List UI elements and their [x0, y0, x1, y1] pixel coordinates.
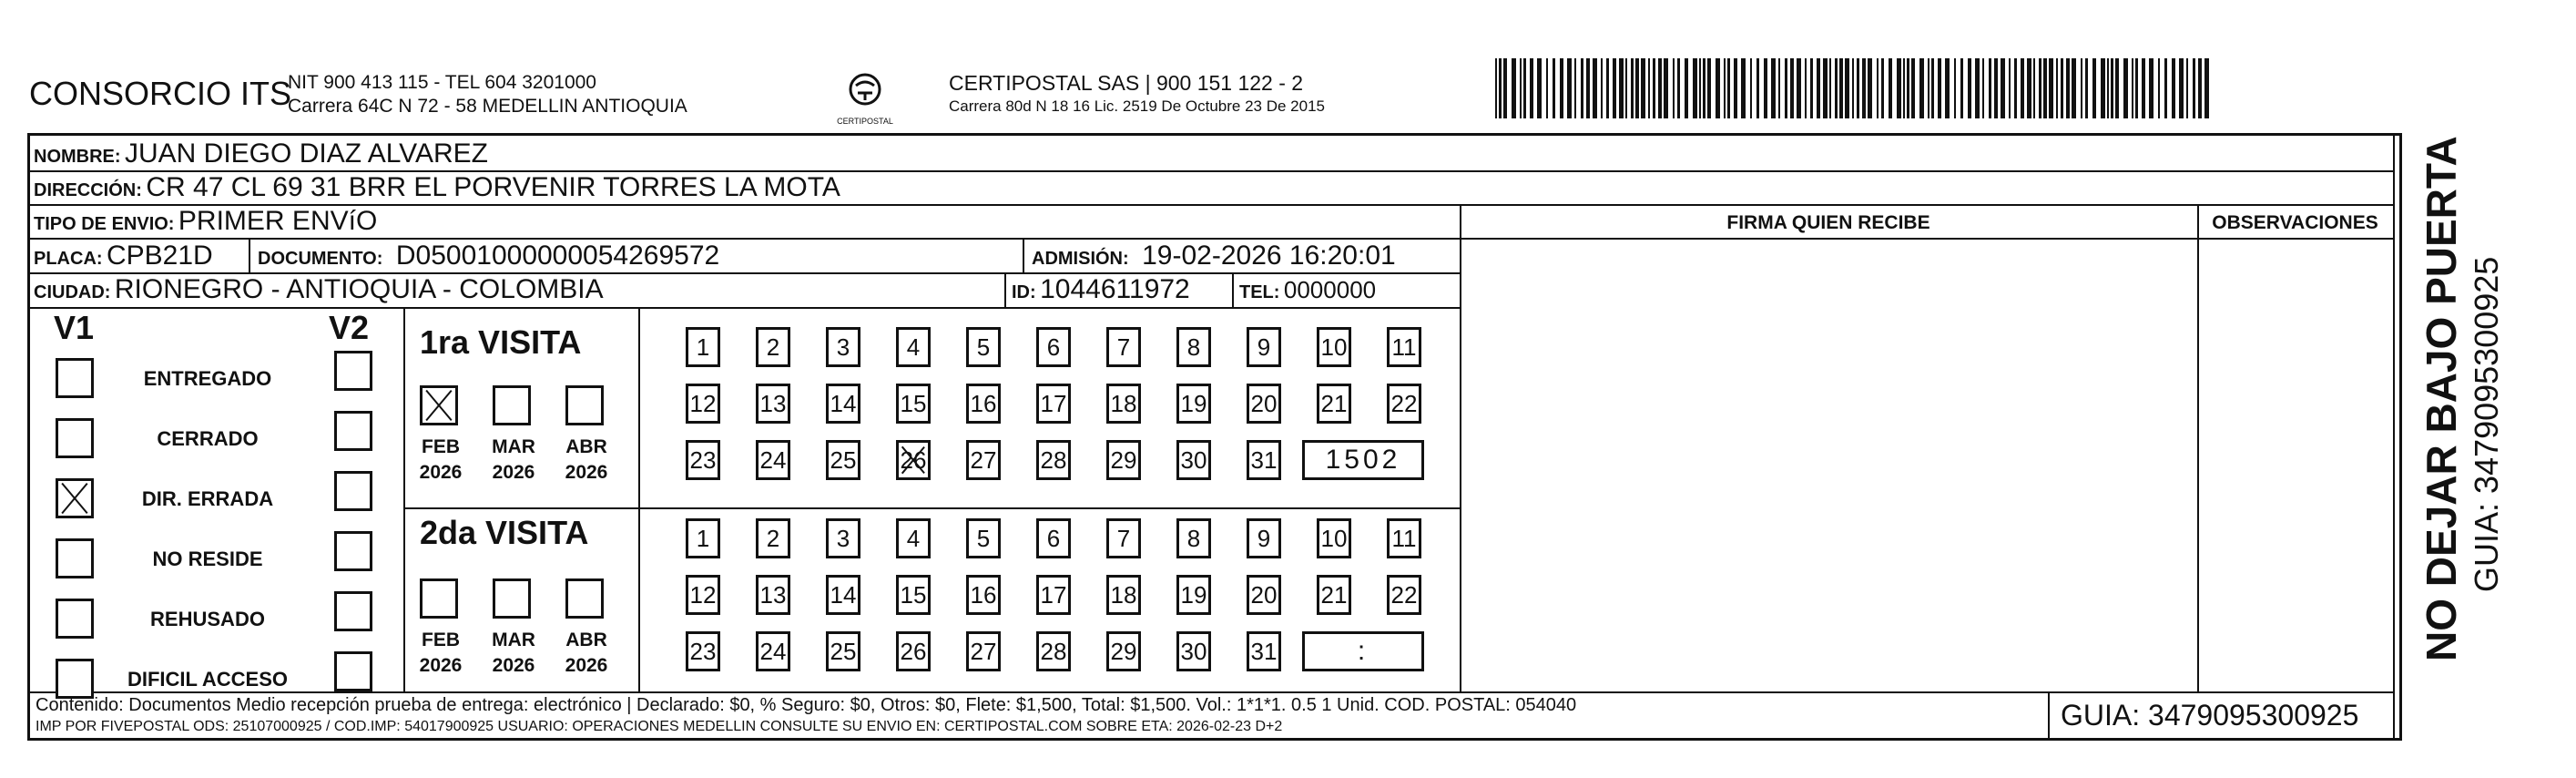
day-box[interactable]: 28 — [1036, 631, 1071, 671]
barcode-bar — [1530, 58, 1533, 118]
month-label — [555, 628, 618, 679]
day-box[interactable]: 4 — [896, 518, 931, 558]
side-notice: NO DEJAR BAJO PUERTA — [2418, 136, 2465, 661]
barcode-bar — [1635, 58, 1639, 118]
barcode-bar — [1658, 58, 1662, 118]
barcode-bar — [1903, 58, 1905, 118]
day-box[interactable]: 9 — [1247, 327, 1281, 367]
day-box[interactable]: 6 — [1036, 327, 1071, 367]
barcode-bar — [1693, 58, 1697, 118]
day-box[interactable]: 20 — [1247, 575, 1281, 615]
barcode-bar — [1862, 58, 1866, 118]
day-box[interactable]: 4 — [896, 327, 931, 367]
barcode-bar — [1677, 58, 1680, 118]
v1-header: V1 — [54, 309, 95, 346]
day-box[interactable]: 31 — [1247, 440, 1281, 480]
barcode-bar — [2061, 58, 2063, 118]
delivery-form — [27, 133, 2402, 741]
day-box[interactable]: 7 — [1106, 518, 1141, 558]
barcode-bar — [2101, 58, 2105, 118]
barcode-bar — [1982, 58, 1984, 118]
day-box[interactable]: 6 — [1036, 518, 1071, 558]
courier-info — [949, 71, 1325, 118]
day-box[interactable]: 16 — [966, 575, 1001, 615]
day-box[interactable]: 20 — [1247, 384, 1281, 424]
day-box[interactable]: 1 — [686, 327, 720, 367]
day-box[interactable]: 27 — [966, 440, 1001, 480]
barcode-bar — [1727, 58, 1730, 118]
barcode-bar — [1546, 58, 1548, 118]
day-box[interactable]: 26 — [896, 631, 931, 671]
barcode-bar — [1648, 58, 1650, 118]
month-checkbox[interactable] — [565, 578, 604, 619]
barcode-bar — [1512, 58, 1516, 118]
firma-column-header: FIRMA QUIEN RECIBE — [1726, 212, 1930, 233]
barcode-bar — [1823, 58, 1828, 118]
certipostal-logo-icon — [840, 67, 891, 118]
admision-label: ADMISIÓN: — [1032, 249, 1129, 269]
day-box[interactable]: 27 — [966, 631, 1001, 671]
direccion-value: CR 47 CL 69 31 BRR EL PORVENIR TORRES LA MOTA — [146, 172, 840, 202]
barcode-bar — [2111, 58, 2113, 118]
day-box[interactable]: 10 — [1317, 518, 1351, 558]
barcode-bar — [1606, 58, 1609, 118]
month-year: 2026 — [492, 462, 535, 483]
barcode-bar — [1968, 58, 1971, 118]
barcode-bar — [2049, 58, 2053, 118]
ciudad-label: CIUDAD: — [34, 282, 111, 302]
time-box[interactable]: 1502 — [1302, 440, 1424, 480]
month-name: ABR — [565, 436, 607, 457]
v1-checkbox[interactable] — [56, 358, 94, 398]
barcode-bar — [1499, 58, 1502, 118]
day-box[interactable]: 2 — [756, 327, 790, 367]
month-year: 2026 — [419, 462, 463, 483]
v1-checkbox[interactable] — [56, 599, 94, 639]
barcode-bar — [1537, 58, 1542, 118]
direccion-label: DIRECCIÓN: — [34, 180, 142, 200]
barcode-bar — [1586, 58, 1590, 118]
day-box[interactable]: 14 — [826, 384, 860, 424]
barcode-bar — [1703, 58, 1705, 118]
placa-value: CPB21D — [107, 241, 213, 271]
status-label: ENTREGADO — [143, 367, 272, 390]
barcode-bar — [1764, 58, 1767, 118]
day-box[interactable]: 8 — [1176, 327, 1211, 367]
barcode-bar — [1881, 58, 1884, 118]
barcode-bar — [1625, 58, 1627, 118]
day-box[interactable]: 25 — [826, 440, 860, 480]
barcode-bar — [2107, 58, 2109, 118]
barcode-bar — [1673, 58, 1675, 118]
barcode-bar — [1857, 58, 1859, 118]
barcode-bar — [1817, 58, 1820, 118]
barcode-bar — [1567, 58, 1572, 118]
barcode-bar — [2085, 58, 2088, 118]
barcode-bar — [1716, 58, 1720, 118]
barcode-bar — [2135, 58, 2138, 118]
barcode-bar — [1928, 58, 1929, 118]
barcode-bar — [1897, 58, 1901, 118]
barcode-bar — [2092, 58, 2096, 118]
month-checkbox[interactable] — [493, 385, 531, 425]
day-box[interactable]: 22 — [1387, 384, 1421, 424]
v2-header: V2 — [329, 309, 370, 346]
barcode-bar — [1495, 58, 1497, 118]
first-visit-title: 1ra VISITA — [420, 323, 582, 361]
month-label — [409, 628, 473, 679]
nombre-label: NOMBRE: — [34, 147, 121, 167]
day-box[interactable]: 21 — [1317, 575, 1351, 615]
day-box[interactable]: 16 — [966, 384, 1001, 424]
day-box[interactable]: 23 — [686, 440, 720, 480]
documento-value: D05001000000054269572 — [395, 241, 720, 271]
company-nit-line: NIT 900 413 115 - TEL 604 3201000 — [288, 72, 596, 93]
month-name: MAR — [492, 436, 535, 457]
barcode-bar — [1631, 58, 1634, 118]
footer-content-line: Contenido: Documentos Medio recepción prueba de entrega: electrónico | Declarado: $0, % Seguro: $0, Otros: $0, Flete: $1,500, Total: $1,500. Vol.: 1*1*1. 0.5 1 Unid. COD. POSTAL: 054040 — [36, 695, 1577, 715]
barcode-bar — [2115, 58, 2119, 118]
documento-field — [258, 241, 719, 275]
tel-value: 0000000 — [1283, 276, 1377, 303]
v1-checkbox[interactable] — [56, 659, 94, 699]
time-box[interactable]: : — [1302, 631, 1424, 671]
barcode-bar — [1581, 58, 1583, 118]
barcode-bar — [2027, 58, 2031, 118]
id-field — [1012, 275, 1190, 309]
barcode-bar — [1771, 58, 1776, 118]
barcode-bar — [2186, 58, 2188, 118]
month-checkbox[interactable] — [565, 385, 604, 425]
month-checkbox[interactable] — [420, 385, 458, 425]
barcode-bar — [1960, 58, 1963, 118]
barcode-bar — [2014, 58, 2017, 118]
day-box[interactable]: 18 — [1106, 575, 1141, 615]
barcode-bar — [1845, 58, 1849, 118]
tel-field — [1239, 275, 1376, 309]
barcode — [1495, 58, 2211, 118]
barcode-bar — [1945, 58, 1950, 118]
month-name: FEB — [422, 630, 460, 650]
barcode-bar — [2033, 58, 2035, 118]
day-box[interactable]: 2 — [756, 518, 790, 558]
nombre-value: JUAN DIEGO DIAZ ALVAREZ — [125, 138, 488, 169]
month-name: MAR — [492, 630, 535, 650]
barcode-bar — [1829, 58, 1831, 118]
day-box[interactable]: 30 — [1176, 631, 1211, 671]
barcode-bar — [1664, 58, 1668, 118]
admision-field — [1032, 241, 1396, 275]
month-label — [409, 435, 473, 486]
placa-field — [34, 241, 213, 275]
barcode-bar — [1797, 58, 1801, 118]
status-label: DIFICIL ACCESO — [127, 668, 288, 691]
barcode-bar — [1741, 58, 1746, 118]
month-year: 2026 — [565, 462, 608, 483]
barcode-bar — [1889, 58, 1892, 118]
barcode-bar — [2142, 58, 2145, 118]
barcode-bar — [1520, 58, 1522, 118]
footer-print-line: IMP POR FIVEPOSTAL ODS: 25107000925 / COD.IMP: 54017900925 USUARIO: OPERACIONES MEDELLIN CONSULTE SU ENVIO EN: CERTIPOSTAL.COM SOBRE ETA: 2026-02-23 D+2 — [36, 719, 1283, 734]
barcode-bar — [1954, 58, 1956, 118]
barcode-bar — [1919, 58, 1924, 118]
admision-value: 19-02-2026 16:20:01 — [1142, 241, 1396, 271]
barcode-bar — [1805, 58, 1807, 118]
barcode-bar — [2132, 58, 2133, 118]
day-box[interactable]: 21 — [1317, 384, 1351, 424]
barcode-bar — [2193, 58, 2195, 118]
status-label: CERRADO — [157, 427, 259, 450]
logo-text: CERTIPOSTAL — [837, 117, 893, 126]
barcode-bar — [1750, 58, 1752, 118]
day-box[interactable]: 30 — [1176, 440, 1211, 480]
day-box[interactable]: 11 — [1387, 327, 1421, 367]
v2-checkbox[interactable] — [334, 351, 372, 391]
footer-guia: GUIA: 3479095300925 — [2061, 699, 2359, 732]
day-box[interactable]: 12 — [686, 384, 720, 424]
v2-checkbox[interactable] — [334, 411, 372, 451]
company-name: CONSORCIO ITS — [29, 75, 292, 112]
barcode-bar — [1707, 58, 1711, 118]
barcode-bar — [1839, 58, 1843, 118]
day-box[interactable]: 23 — [686, 631, 720, 671]
barcode-bar — [1975, 58, 1980, 118]
barcode-bar — [1989, 58, 1991, 118]
barcode-bar — [2001, 58, 2005, 118]
day-box[interactable]: 15 — [896, 384, 931, 424]
barcode-bar — [1699, 58, 1701, 118]
barcode-bar — [1619, 58, 1624, 118]
day-box[interactable]: 7 — [1106, 327, 1141, 367]
second-visit-title: 2da VISITA — [420, 514, 589, 551]
barcode-bar — [1724, 58, 1726, 118]
barcode-bar — [1835, 58, 1838, 118]
barcode-bar — [2056, 58, 2058, 118]
barcode-bar — [1641, 58, 1645, 118]
month-checkbox[interactable] — [420, 578, 458, 619]
barcode-bar — [2158, 58, 2160, 118]
ciudad-field — [34, 275, 604, 309]
barcode-bar — [1790, 58, 1794, 118]
barcode-bar — [2172, 58, 2175, 118]
day-box[interactable]: 19 — [1176, 384, 1211, 424]
v1-checkbox[interactable] — [56, 478, 94, 518]
day-box[interactable]: 17 — [1036, 575, 1071, 615]
direccion-row — [34, 173, 840, 207]
day-box[interactable]: 24 — [756, 631, 790, 671]
month-year: 2026 — [492, 655, 535, 676]
day-box[interactable]: 29 — [1106, 440, 1141, 480]
day-box[interactable]: 28 — [1036, 440, 1071, 480]
v1-checkbox[interactable] — [56, 418, 94, 458]
barcode-bar — [1601, 58, 1603, 118]
day-box[interactable]: 26 — [896, 440, 931, 480]
month-name: FEB — [422, 436, 460, 457]
courier-nit-line: CERTIPOSTAL SAS | 900 151 122 - 2 — [949, 71, 1304, 95]
day-box[interactable]: 18 — [1106, 384, 1141, 424]
barcode-bar — [2123, 58, 2128, 118]
barcode-bar — [2164, 58, 2167, 118]
barcode-bar — [1907, 58, 1909, 118]
day-box[interactable]: 13 — [756, 384, 790, 424]
v2-checkbox[interactable] — [334, 531, 372, 571]
month-year: 2026 — [565, 655, 608, 676]
month-checkbox[interactable] — [493, 578, 531, 619]
barcode-bar — [2179, 58, 2184, 118]
tel-label: TEL: — [1239, 282, 1280, 302]
tipo-envio-row — [34, 207, 377, 241]
barcode-bar — [2072, 58, 2076, 118]
barcode-bar — [1574, 58, 1576, 118]
barcode-bar — [1560, 58, 1563, 118]
barcode-bar — [1994, 58, 1998, 118]
side-guia: GUIA: 3479095300925 — [2468, 256, 2505, 592]
barcode-bar — [1931, 58, 1934, 118]
day-box[interactable]: 8 — [1176, 518, 1211, 558]
day-box[interactable]: 31 — [1247, 631, 1281, 671]
barcode-bar — [1613, 58, 1616, 118]
barcode-bar — [1734, 58, 1737, 118]
id-label: ID: — [1012, 282, 1036, 302]
day-box[interactable]: 29 — [1106, 631, 1141, 671]
company-info — [288, 71, 687, 118]
barcode-bar — [2021, 58, 2024, 118]
day-box[interactable]: 1 — [686, 518, 720, 558]
day-box[interactable]: 12 — [686, 575, 720, 615]
day-box[interactable]: 14 — [826, 575, 860, 615]
barcode-bar — [1653, 58, 1655, 118]
tipo-envio-value: PRIMER ENVíO — [178, 206, 378, 236]
barcode-bar — [1938, 58, 1941, 118]
status-label: DIR. ERRADA — [141, 487, 274, 510]
month-label — [482, 628, 545, 679]
day-box[interactable]: 25 — [826, 631, 860, 671]
day-box[interactable]: 17 — [1036, 384, 1071, 424]
barcode-bar — [1685, 58, 1688, 118]
barcode-bar — [1756, 58, 1759, 118]
status-label: NO RESIDE — [152, 548, 263, 570]
barcode-bar — [1503, 58, 1507, 118]
barcode-bar — [1810, 58, 1813, 118]
observaciones-column-header: OBSERVACIONES — [2212, 212, 2378, 233]
barcode-bar — [1785, 58, 1787, 118]
day-box[interactable]: 13 — [756, 575, 790, 615]
barcode-bar — [1553, 58, 1555, 118]
courier-license-line: Carrera 80d N 18 16 Lic. 2519 De Octubre 23 De 2015 — [949, 97, 1325, 115]
barcode-bar — [1868, 58, 1872, 118]
barcode-bar — [2081, 58, 2082, 118]
day-box[interactable]: 11 — [1387, 518, 1421, 558]
barcode-bar — [2149, 58, 2153, 118]
id-value: 1044611972 — [1040, 274, 1190, 304]
day-box[interactable]: 3 — [826, 327, 860, 367]
barcode-bar — [2043, 58, 2047, 118]
barcode-bar — [2066, 58, 2070, 118]
ciudad-value: RIONEGRO - ANTIOQUIA - COLOMBIA — [114, 274, 604, 304]
v1-checkbox[interactable] — [56, 538, 94, 578]
day-box[interactable]: 5 — [966, 327, 1001, 367]
documento-label: DOCUMENTO: — [258, 249, 383, 269]
barcode-bar — [2204, 58, 2209, 118]
day-box[interactable]: 15 — [896, 575, 931, 615]
barcode-bar — [1877, 58, 1879, 118]
nombre-row — [34, 139, 488, 173]
month-label — [482, 435, 545, 486]
v2-checkbox[interactable] — [334, 651, 372, 691]
day-box[interactable]: 3 — [826, 518, 860, 558]
barcode-bar — [1778, 58, 1780, 118]
barcode-bar — [2198, 58, 2202, 118]
month-label — [555, 435, 618, 486]
barcode-bar — [1593, 58, 1597, 118]
month-name: ABR — [565, 630, 607, 650]
day-box[interactable]: 19 — [1176, 575, 1211, 615]
barcode-bar — [1852, 58, 1854, 118]
barcode-bar — [2009, 58, 2011, 118]
day-box[interactable]: 10 — [1317, 327, 1351, 367]
v2-checkbox[interactable] — [334, 591, 372, 631]
barcode-bar — [2039, 58, 2041, 118]
company-address-line: Carrera 64C N 72 - 58 MEDELLIN ANTIOQUIA — [288, 96, 687, 117]
status-label: REHUSADO — [150, 608, 265, 630]
day-box[interactable]: 22 — [1387, 575, 1421, 615]
day-box[interactable]: 24 — [756, 440, 790, 480]
tipo-envio-label: TIPO DE ENVIO: — [34, 214, 175, 234]
month-year: 2026 — [419, 655, 463, 676]
barcode-bar — [1523, 58, 1526, 118]
placa-label: PLACA: — [34, 249, 103, 269]
v2-checkbox[interactable] — [334, 471, 372, 511]
day-box[interactable]: 9 — [1247, 518, 1281, 558]
day-box[interactable]: 5 — [966, 518, 1001, 558]
barcode-bar — [1911, 58, 1915, 118]
